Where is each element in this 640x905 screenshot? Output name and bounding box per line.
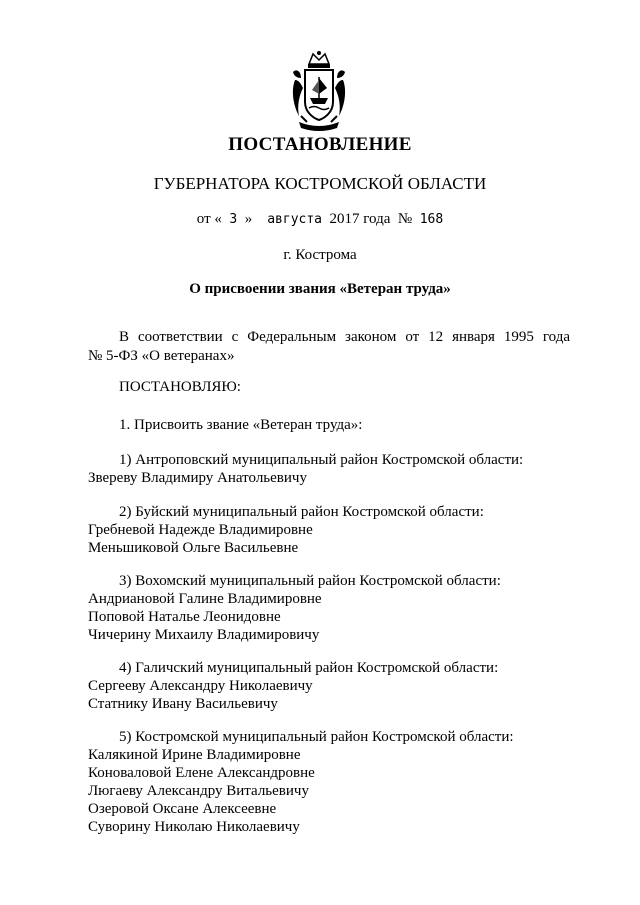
person-name: Озеровой Оксане Алексеевне: [88, 801, 277, 817]
preamble: [88, 328, 570, 366]
coat-of-arms-emblem: [287, 50, 351, 132]
person-name: Люгаеву Александру Витальевичу: [88, 783, 309, 799]
date-line: [0, 211, 640, 228]
preamble-line-2: № 5-ФЗ «О ветеранах»: [88, 348, 235, 364]
date-month: августа: [267, 212, 323, 227]
preamble-line-1: В соответствии с Федеральным законом от 12 января 1995 года: [119, 329, 570, 345]
date-mid: »: [244, 211, 253, 227]
document-subtitle: ГУБЕРНАТОРА КОСТРОМСКОЙ ОБЛАСТИ: [153, 174, 487, 193]
district-block: [88, 728, 514, 836]
district-block: [88, 572, 501, 644]
district-name: 5) Костромской муниципальный район Костромской области:: [119, 729, 514, 745]
date-prefix: от «: [196, 211, 222, 227]
person-name: Андриановой Галине Владимировне: [88, 591, 322, 607]
person-name: Гребневой Надежде Владимировне: [88, 522, 313, 538]
person-name: Чичерину Михаилу Владимировичу: [88, 627, 320, 643]
decree-word: ПОСТАНОВЛЯЮ:: [119, 379, 241, 395]
date-year: 2017 года: [329, 211, 391, 227]
person-name: Звереву Владимиру Анатольевичу: [88, 470, 307, 486]
person-name: Коноваловой Елене Александровне: [88, 765, 315, 781]
document-title: ПОСТАНОВЛЕНИЕ: [228, 134, 412, 155]
person-name: Статнику Ивану Васильевичу: [88, 696, 278, 712]
document-number: 168: [419, 212, 444, 227]
document-heading: О присвоении звания «Ветеран труда»: [189, 281, 451, 297]
city-line: г. Кострома: [283, 247, 357, 263]
item-1: 1. Присвоить звание «Ветеран труда»:: [119, 417, 363, 433]
district-name: 2) Буйский муниципальный район Костромской области:: [119, 504, 484, 520]
person-name: Сергееву Александру Николаевичу: [88, 678, 313, 694]
district-block: [88, 659, 498, 713]
district-name: 1) Антроповский муниципальный район Костромской области:: [119, 452, 524, 468]
district-name: 3) Вохомский муниципальный район Костромской области:: [119, 573, 501, 589]
person-name: Калякиной Ирине Владимировне: [88, 747, 301, 763]
number-sign: №: [397, 211, 413, 227]
person-name: Меньшиковой Ольге Васильевне: [88, 540, 299, 556]
district-block: [88, 503, 484, 557]
district-name: 4) Галичский муниципальный район Костромской области:: [119, 660, 499, 676]
date-day: 3: [229, 212, 238, 227]
person-name: Поповой Наталье Леонидовне: [88, 609, 281, 625]
person-name: Суворину Николаю Николаевичу: [88, 819, 300, 835]
district-block: [88, 451, 523, 487]
